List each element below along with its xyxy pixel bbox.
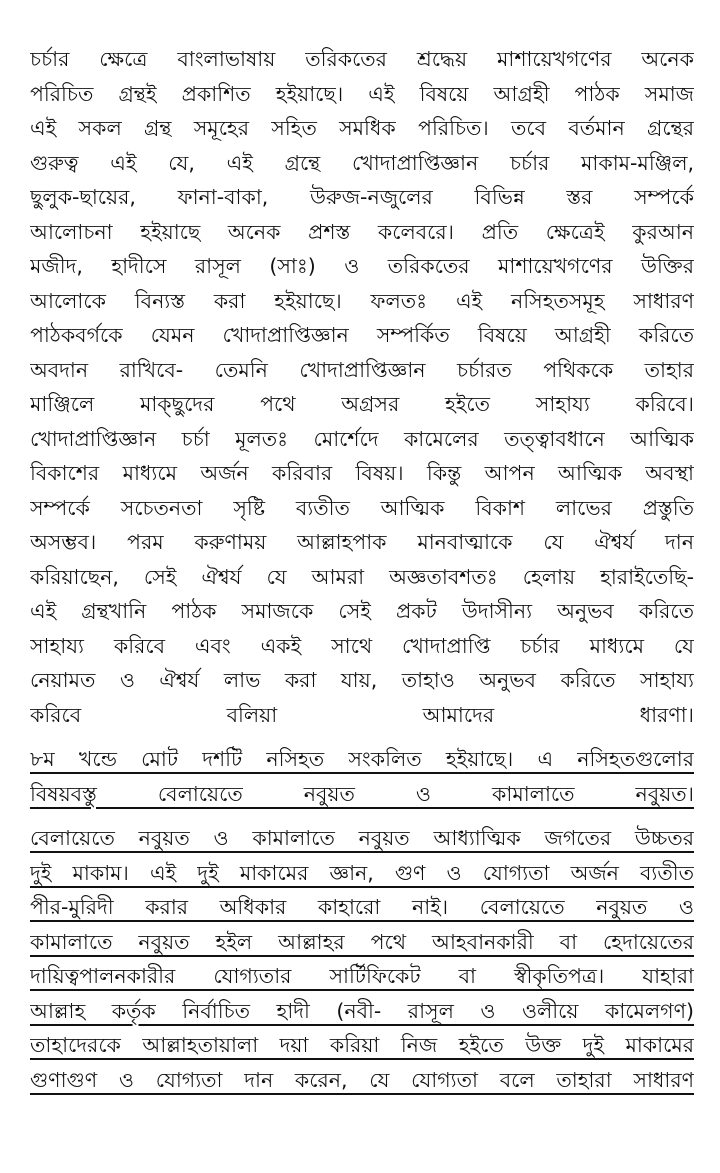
text-line: সাহায্য করিবে এবং একই সাথে খোদাপ্রাপ্তি চর্চার মাধ্যমে যে: [30, 633, 694, 658]
text-line: পাঠকবর্গকে যেমন খোদাপ্রাপ্তিজ্ঞান সম্পর্কিত বিষয়ে আগ্রহী করিতে: [30, 323, 694, 347]
text-line: করিবে বলিয়া আমাদের ধারণা।: [30, 702, 694, 727]
text-line: বিষয়বস্তু বেলায়েতে নবুয়ত ও কামালাতে নবুয়ত।: [30, 781, 694, 806]
text-line: কামালাতে নবুয়ত হইল আল্লাহর পথে আহবানকারী বা হেদায়েতের: [30, 929, 694, 954]
text-line: অবদান রাখিবে- তেমনি খোদাপ্রাপ্তিজ্ঞান চর্চারত পথিককে তাহার: [30, 357, 694, 382]
text-line: বেলায়েতে নবুয়ত ও কামালাতে নবুয়ত আধ্যাত্মিক জগতের উচ্চতর: [30, 826, 694, 850]
text-line: দায়িত্বপালনকারীর যোগ্যতার সার্টিফিকেট বা স্বীকৃতিপত্র। যাহারা: [30, 964, 694, 988]
text-line: তাহাদেরকে আল্লাহতায়ালা দয়া করিয়া নিজ হইতে উক্ত দুই মাকামের: [30, 1033, 694, 1057]
text-line: পরিচিত গ্রন্থই প্রকাশিত হইয়াছে। এই বিষয়ে আগ্রহী পাঠক সমাজ: [30, 81, 694, 106]
paragraph-gap: [30, 811, 694, 821]
text-line: আল্লাহ কর্তৃক নির্বাচিত হাদী (নবী- রাসূল ও ওলীয়ে কামেলগণ): [30, 998, 694, 1023]
text-line: মাঞ্জিলে মাক্‌ছুদের পথে অগ্রসর হইতে সাহায্য করিবে।: [30, 392, 694, 416]
paragraph-velayet-kamalat: [30, 821, 694, 1097]
paragraph-gap: [30, 732, 694, 742]
text-line: গুরুত্ব এই যে, এই গ্রন্থে খোদাপ্রাপ্তিজ্ঞান চর্চার মাকাম-মঞ্জিল,: [30, 150, 694, 175]
text-line: আলোচনা হইয়াছে অনেক প্রশস্ত কলেবরে। প্রতি ক্ষেত্রেই কুরআন: [30, 219, 694, 244]
text-line: মজীদ, হাদীসে রাসূল (সাঃ) ও তরিকতের মাশায়েখগণের উক্তির: [30, 254, 694, 278]
text-line: আলোকে বিন্যস্ত করা হইয়াছে। ফলতঃ এই নসিহতসমূহ সাধারণ: [30, 288, 694, 313]
paragraph-introduction: [30, 42, 694, 732]
text-line: পীর-মুরিদী করার অধিকার কাহারো নাই। বেলায়েতে নবুয়ত ও: [30, 895, 694, 919]
text-line: ছুলুক-ছায়ের, ফানা-বাকা, উরুজ-নজুলের বিভিন্ন স্তর সম্পর্কে: [30, 185, 694, 209]
text-line: সম্পর্কে সচেতনতা সৃষ্টি ব্যতীত আত্মিক বিকাশ লাভের প্রস্তুতি: [30, 495, 694, 520]
text-line: এই সকল গ্রন্থ সমূহের সহিত সমধিক পরিচিত। তবে বর্তমান গ্রন্থের: [30, 116, 694, 140]
text-line: করিয়াছেন, সেই ঐশ্বর্য যে আমরা অজ্ঞতাবশতঃ হেলায় হারাইতেছি-: [30, 564, 694, 589]
text-line: গুণাগুণ ও যোগ্যতা দান করেন, যে যোগ্যতা বলে তাহারা সাধারণ: [30, 1067, 694, 1092]
text-line: এই গ্রন্থখানি পাঠক সমাজকে সেই প্রকট উদাসীন্য অনুভব করিতে: [30, 599, 694, 623]
text-line: বিকাশের মাধ্যমে অর্জন করিবার বিষয়। কিন্তু আপন আত্মিক অবস্থা: [30, 461, 694, 485]
text-line: দুই মাকাম। এই দুই মাকামের জ্ঞান, গুণ ও যোগ্যতা অর্জন ব্যতীত: [30, 860, 694, 885]
text-line: চর্চার ক্ষেত্রে বাংলাভাষায় তরিকতের শ্রদ্ধেয় মাশায়েখগণের অনেক: [30, 47, 694, 71]
paragraph-volume-summary: [30, 742, 694, 811]
text-line: অসম্ভব। পরম করুণাময় আল্লাহপাক মানবাত্মাকে যে ঐশ্বর্য দান: [30, 530, 694, 554]
text-line: ৮ম খন্ডে মোট দশটি নসিহত সংকলিত হইয়াছে। এ নসিহতগুলোর: [30, 747, 694, 771]
text-line: খোদাপ্রাপ্তিজ্ঞান চর্চা মূলতঃ মোর্শেদে কামেলের তত্ত্বাবধানে আত্মিক: [30, 426, 694, 451]
text-line: নেয়ামত ও ঐশ্বর্য লাভ করা যায়, তাহাও অনুভব করিতে সাহায্য: [30, 668, 694, 692]
